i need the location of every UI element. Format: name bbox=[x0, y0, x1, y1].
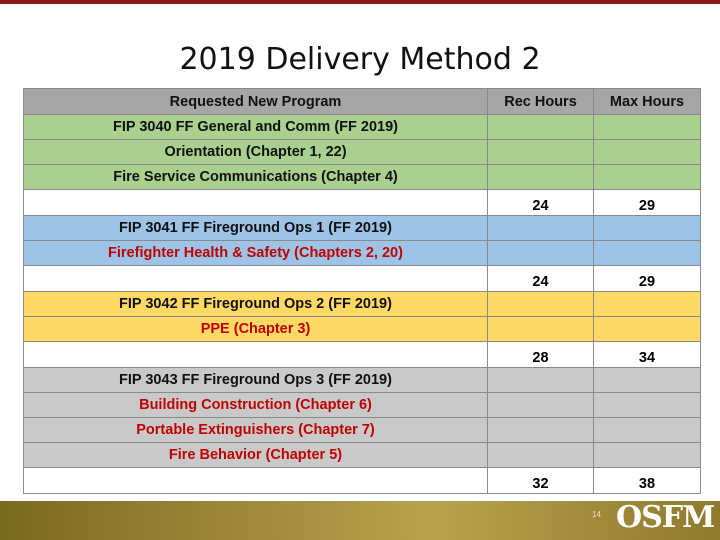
program-name-cell: Fire Service Communications (Chapter 4) bbox=[24, 165, 488, 190]
program-row bbox=[24, 443, 701, 468]
max-hours-cell bbox=[594, 165, 701, 190]
rec-hours-cell bbox=[488, 443, 594, 468]
rec-hours-cell bbox=[488, 216, 594, 241]
blank-cell bbox=[24, 468, 488, 494]
program-row bbox=[24, 418, 701, 443]
program-row bbox=[24, 241, 701, 266]
program-table bbox=[23, 88, 701, 494]
top-accent-rule bbox=[0, 0, 720, 4]
program-row bbox=[24, 292, 701, 317]
blank-cell bbox=[24, 266, 488, 292]
blank-cell bbox=[24, 342, 488, 368]
header-rec-hours: Rec Hours bbox=[488, 89, 594, 115]
program-name-cell: FIP 3042 FF Fireground Ops 2 (FF 2019) bbox=[24, 292, 488, 317]
page-number: 14 bbox=[592, 510, 601, 519]
program-name-cell: FIP 3040 FF General and Comm (FF 2019) bbox=[24, 115, 488, 140]
max-hours-cell bbox=[594, 115, 701, 140]
program-row bbox=[24, 317, 701, 342]
hours-total-row bbox=[24, 190, 701, 216]
program-row bbox=[24, 165, 701, 190]
max-hours-cell bbox=[594, 216, 701, 241]
max-hours-cell bbox=[594, 418, 701, 443]
rec-hours-cell bbox=[488, 115, 594, 140]
program-name-cell: PPE (Chapter 3) bbox=[24, 317, 488, 342]
rec-hours-value: 24 bbox=[488, 266, 594, 292]
rec-hours-cell bbox=[488, 140, 594, 165]
program-name-cell: FIP 3041 FF Fireground Ops 1 (FF 2019) bbox=[24, 216, 488, 241]
max-hours-value: 29 bbox=[594, 190, 701, 216]
program-row bbox=[24, 216, 701, 241]
program-row bbox=[24, 115, 701, 140]
max-hours-cell bbox=[594, 443, 701, 468]
program-name-cell: Firefighter Health & Safety (Chapters 2, 20) bbox=[24, 241, 488, 266]
hours-total-row bbox=[24, 468, 701, 494]
program-body bbox=[24, 115, 701, 494]
program-row bbox=[24, 393, 701, 418]
program-row bbox=[24, 368, 701, 393]
max-hours-cell bbox=[594, 241, 701, 266]
rec-hours-cell bbox=[488, 317, 594, 342]
rec-hours-cell bbox=[488, 418, 594, 443]
rec-hours-cell bbox=[488, 165, 594, 190]
rec-hours-cell bbox=[488, 292, 594, 317]
blank-cell bbox=[24, 190, 488, 216]
program-name-cell: Building Construction (Chapter 6) bbox=[24, 393, 488, 418]
header-requested-program: Requested New Program bbox=[24, 89, 488, 115]
header-row bbox=[24, 89, 701, 115]
max-hours-value: 34 bbox=[594, 342, 701, 368]
rec-hours-value: 24 bbox=[488, 190, 594, 216]
max-hours-cell bbox=[594, 140, 701, 165]
footer-bar bbox=[0, 501, 720, 540]
max-hours-cell bbox=[594, 292, 701, 317]
rec-hours-cell bbox=[488, 393, 594, 418]
max-hours-value: 38 bbox=[594, 468, 701, 494]
max-hours-cell bbox=[594, 317, 701, 342]
program-name-cell: Fire Behavior (Chapter 5) bbox=[24, 443, 488, 468]
rec-hours-cell bbox=[488, 241, 594, 266]
header-max-hours: Max Hours bbox=[594, 89, 701, 115]
rec-hours-cell bbox=[488, 368, 594, 393]
max-hours-value: 29 bbox=[594, 266, 701, 292]
hours-total-row bbox=[24, 266, 701, 292]
rec-hours-value: 32 bbox=[488, 468, 594, 494]
rec-hours-value: 28 bbox=[488, 342, 594, 368]
osfm-logo: OSFM bbox=[616, 500, 715, 535]
hours-total-row bbox=[24, 342, 701, 368]
max-hours-cell bbox=[594, 393, 701, 418]
max-hours-cell bbox=[594, 368, 701, 393]
program-row bbox=[24, 140, 701, 165]
program-name-cell: Portable Extinguishers (Chapter 7) bbox=[24, 418, 488, 443]
slide-title: 2019 Delivery Method 2 bbox=[179, 42, 541, 78]
program-name-cell: FIP 3043 FF Fireground Ops 3 (FF 2019) bbox=[24, 368, 488, 393]
program-name-cell: Orientation (Chapter 1, 22) bbox=[24, 140, 488, 165]
